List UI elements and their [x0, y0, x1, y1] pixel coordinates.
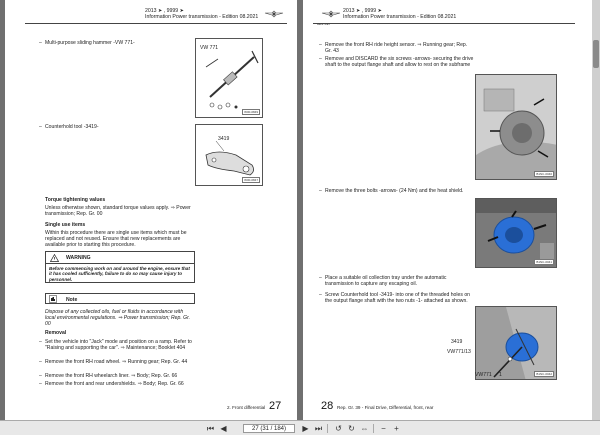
heat-shield-photo — [476, 199, 557, 268]
header-title: Information Power transmission - Edition 08.2021 — [343, 14, 457, 21]
figure-code: B1NC-0040 — [536, 172, 552, 176]
item-bullet: – Counterhold tool -3419- — [45, 124, 185, 130]
warning-text: Before commencing work on and around the engine, ensure that it has cooled sufficiently, failure to do so may cause injury to personnel. — [49, 266, 190, 282]
zoom-out-icon[interactable]: − — [381, 424, 386, 433]
sliding-hammer-drawing — [196, 39, 263, 118]
first-page-icon[interactable]: ⏮ — [206, 424, 215, 433]
logo-text: BENTLEY — [317, 22, 331, 26]
last-page-icon[interactable]: ⏭ — [314, 424, 323, 433]
rotate-left-icon[interactable]: ↺ — [335, 424, 342, 433]
header-rule — [313, 23, 575, 24]
heat-shield-figure — [475, 198, 557, 268]
header-rule — [25, 23, 287, 24]
warning-title: WARNING — [66, 255, 91, 261]
figure-code: W00-0847 — [244, 178, 258, 182]
driveshaft-photo — [476, 75, 557, 180]
step: – Remove and DISCARD the six screws -arrows- securing the drive shaft to the output flange shaft and allow to rest on the subframe — [325, 56, 475, 68]
right-page — [303, 0, 595, 420]
driveshaft-figure — [475, 74, 557, 180]
figure-label: VW 771 — [200, 45, 219, 51]
vertical-scrollbar[interactable] — [592, 0, 600, 420]
page-number: 28 — [321, 400, 334, 412]
torque-text: Unless otherwise shown, standard torque values apply. ⇒ Power transmission; Rep. Gr. 00 — [45, 205, 191, 218]
step: – Remove the front RH ride height sensor. ⇒ Running gear; Rep. Gr. 43 — [325, 42, 475, 54]
left-page-header — [145, 8, 258, 20]
warning-box — [45, 251, 195, 283]
note-box — [45, 293, 195, 304]
step: – Screw Counterhold tool -3419- into one of the threaded holes on the output flange shaft with the two nuts -1- attached as shown. — [325, 292, 475, 304]
note-text: Dispose of any collected oils, fuel or fluids in accordance with local environmental regulations. ⇒ Power transmission; Rep. Gr. 00 — [45, 309, 191, 328]
counterhold-install-photo — [476, 307, 557, 380]
step: – Remove the three bolts -arrows- (24 Nm) and the heat shield. — [325, 188, 475, 194]
left-page — [5, 0, 297, 420]
figure-label: 3419 — [451, 339, 463, 345]
single-use-heading: Single use items — [45, 222, 86, 228]
next-page-icon[interactable]: ▶ — [302, 424, 309, 433]
figure-label: VW771/13 — [447, 349, 471, 355]
counterhold-install-figure — [475, 306, 557, 380]
removal-step: – Remove the front RH road wheel. ⇒ Running gear; Rep. Gr. 44 — [45, 359, 195, 365]
figure-code: B1NC-0042 — [536, 372, 552, 376]
warning-triangle-icon — [50, 254, 59, 262]
viewer-toolbar — [0, 420, 600, 435]
rotate-right-icon[interactable]: ↻ — [348, 424, 355, 433]
figure-label: VW771 — [475, 372, 492, 378]
page-number: 27 — [269, 400, 282, 412]
removal-step: – Remove the front RH wheelarch liner. ⇒ Body; Rep. Gr. 66 — [45, 373, 195, 379]
sliding-hammer-figure — [195, 38, 263, 118]
torque-heading: Torque tightening values — [45, 197, 106, 203]
right-page-header — [343, 8, 456, 20]
removal-heading: Removal — [45, 330, 67, 336]
toolbar-separator — [327, 424, 328, 433]
figure-label: 3419 — [218, 136, 230, 142]
warning-header — [46, 252, 194, 264]
removal-step: – Remove the front and rear undershields. ⇒ Body; Rep. Gr. 66 — [45, 381, 195, 387]
removal-step: – Set the vehicle into "Jack" mode and position on a ramp. Refer to "Raising and supporting the car". ⇒ Maintenance; Booklet 404 — [45, 339, 195, 351]
header-code: 2013 ➤ , 9999 ➤ — [343, 8, 382, 14]
page-number-input[interactable]: 27 (31 / 184) — [243, 424, 295, 433]
footer-section: Rep. Gr. 39 - Final Drive, Differential, front, rear — [337, 405, 434, 410]
counterhold-tool-figure — [195, 124, 263, 186]
fit-width-icon[interactable]: ⇔ — [360, 424, 369, 433]
single-use-text: Within this procedure there are single use items which must be replaced and not reused. Ensure that new replacements are available prior to starting this procedure. — [45, 230, 187, 249]
item-bullet: – Multi-purpose sliding hammer -VW 771- — [45, 40, 185, 46]
step: – Place a suitable oil collection tray under the automatic transmission to capture any escaping oil. — [325, 275, 475, 287]
bentley-logo-icon — [264, 9, 284, 21]
figure-code: W00-0849 — [244, 110, 258, 114]
note-hand-icon — [49, 295, 57, 303]
note-title: Note — [66, 297, 78, 303]
header-code: 2013 ➤ , 9999 ➤ — [145, 8, 184, 14]
figure-code: B1NC-0041 — [536, 260, 552, 264]
zoom-in-icon[interactable]: + — [394, 424, 399, 433]
figure-label: 1 — [499, 372, 502, 378]
toolbar-separator — [373, 424, 374, 433]
prev-page-icon[interactable]: ◀ — [220, 424, 227, 433]
bentley-logo-icon — [321, 9, 341, 21]
header-title: Information Power transmission - Edition 08.2021 — [145, 14, 259, 21]
footer-section: 2. Front differential — [227, 405, 266, 410]
scrollbar-thumb[interactable] — [593, 40, 599, 68]
